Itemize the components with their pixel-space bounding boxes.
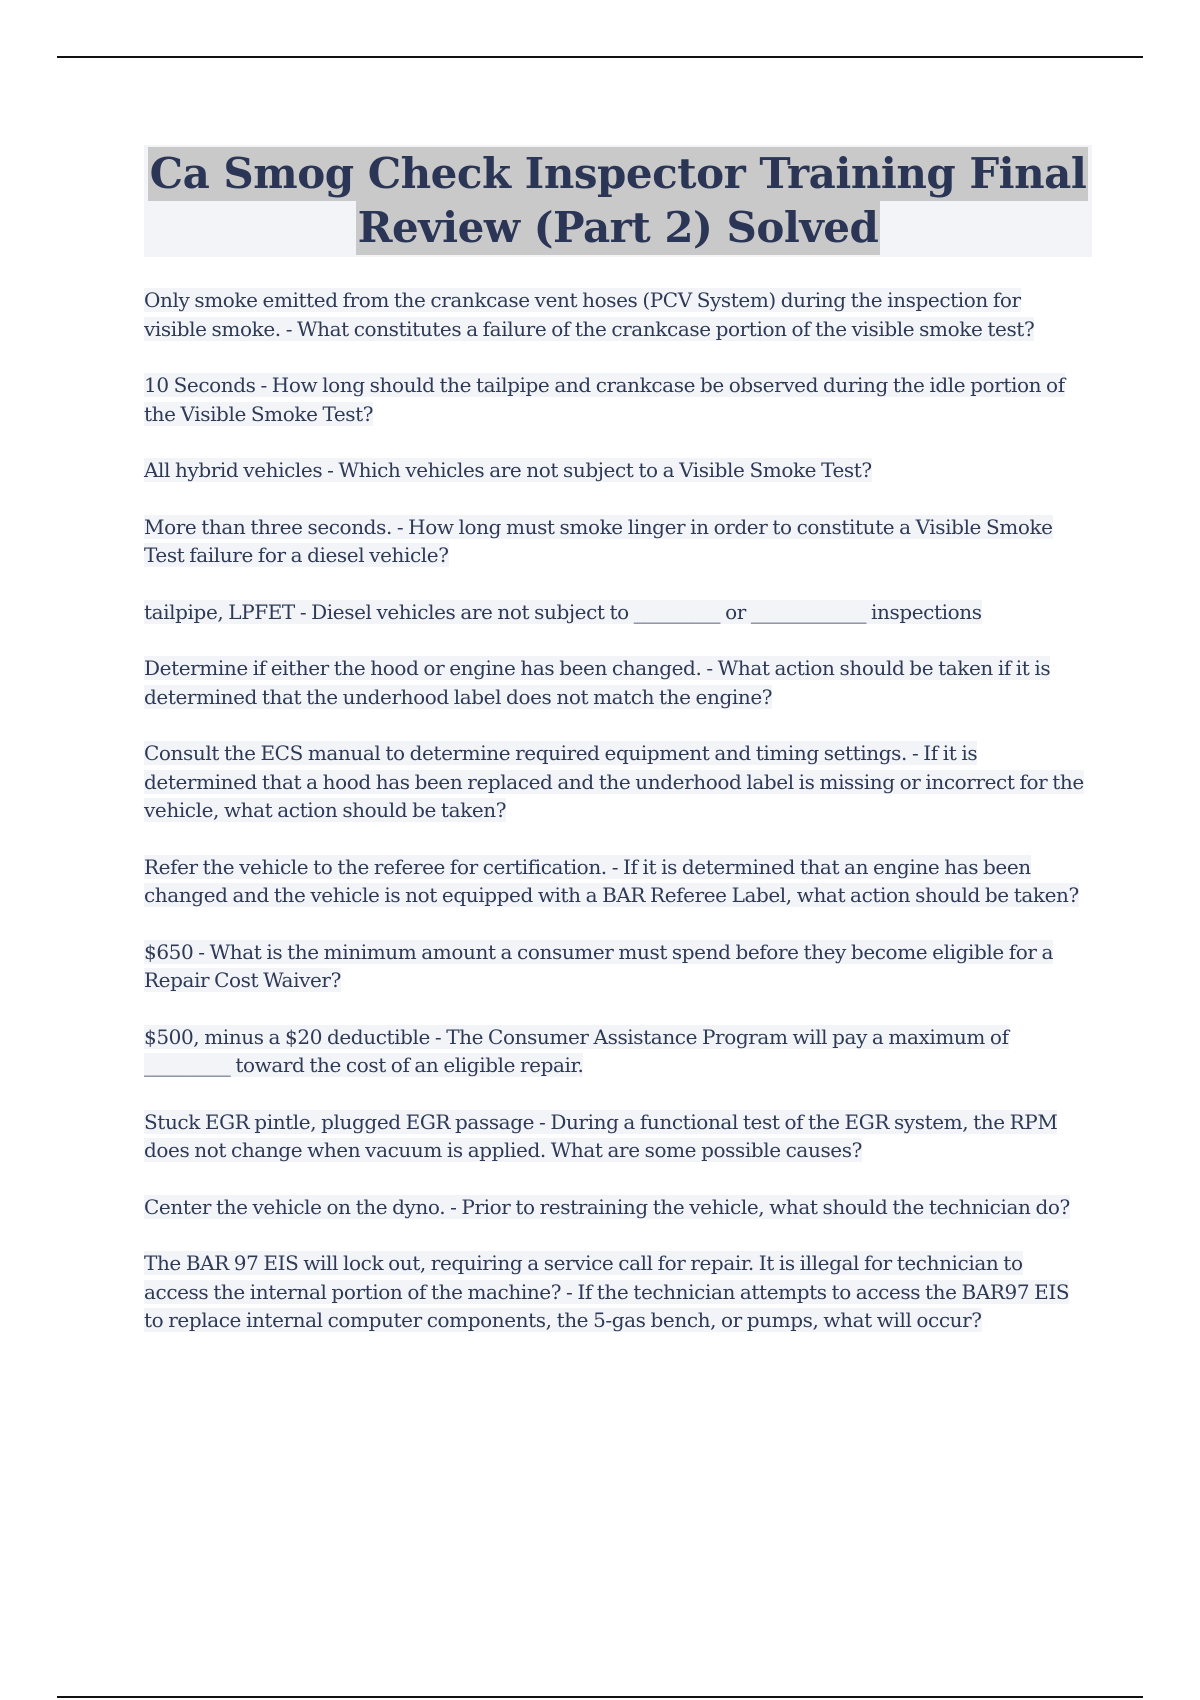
- qa-entry: [144, 1249, 1088, 1335]
- qa-entry-text: Center the vehicle on the dyno. - Prior to restraining the vehicle, what should the technician do?: [144, 1194, 1070, 1219]
- qa-entry: [144, 1023, 1088, 1080]
- page-title-line-2: Review (Part 2) Solved: [356, 201, 881, 255]
- qa-list: [144, 286, 1088, 1363]
- qa-entry-text: tailpipe, LPFET - Diesel vehicles are not subject to _________ or ____________ inspections: [144, 599, 982, 624]
- qa-entry-text: $650 - What is the minimum amount a consumer must spend before they become eligible for a Repair Cost Waiver?: [144, 939, 1054, 992]
- page-title-line-1: Ca Smog Check Inspector Training Final: [148, 147, 1089, 201]
- qa-entry: [144, 1108, 1088, 1165]
- qa-entry: [144, 739, 1088, 825]
- qa-entry-text: Only smoke emitted from the crankcase vent hoses (PCV System) during the inspection for visible smoke. - What constitutes a failure of the crankcase portion of the visible smoke test?: [144, 288, 1035, 341]
- qa-entry: [144, 654, 1088, 711]
- qa-entry: [144, 938, 1088, 995]
- qa-entry-text: Stuck EGR pintle, plugged EGR passage - During a functional test of the EGR system, the RPM does not change when vacuum is applied. What are some possible causes?: [144, 1109, 1058, 1162]
- qa-entry-text: All hybrid vehicles - Which vehicles are not subject to a Visible Smoke Test?: [144, 458, 872, 482]
- qa-entry-text: Refer the vehicle to the referee for certification. - If it is determined that an engine has been changed and the vehicle is not equipped with a BAR Referee Label, what action should be taken?: [144, 854, 1079, 907]
- qa-entry: [144, 456, 1088, 485]
- footer-rule: [57, 1696, 1143, 1698]
- qa-entry-text: Determine if either the hood or engine has been changed. - What action should be taken if it is determined that the underhood label does not match the engine?: [144, 656, 1051, 709]
- qa-entry: [144, 371, 1088, 428]
- qa-entry-text: $500, minus a $20 deductible - The Consumer Assistance Program will pay a maximum of _________ toward the cost of an eligible repair.: [144, 1024, 1009, 1077]
- header-rule: [57, 56, 1143, 58]
- qa-entry-text: More than three seconds. - How long must smoke linger in order to constitute a Visible Smoke Test failure for a diesel vehicle?: [144, 514, 1053, 567]
- qa-entry: [144, 513, 1088, 570]
- qa-entry-text: Consult the ECS manual to determine required equipment and timing settings. - If it is determined that a hood has been replaced and the underhood label is missing or incorrect for the vehicle, what action should be taken?: [144, 741, 1084, 822]
- title-block: [144, 145, 1092, 257]
- qa-entry: [144, 598, 1088, 627]
- qa-entry-text: The BAR 97 EIS will lock out, requiring a service call for repair. It is illegal for technician to access the internal portion of the machine? - If the technician attempts to access the BAR97 EIS to replace internal computer components, the 5-gas bench, or pumps, what will occur?: [144, 1251, 1070, 1332]
- qa-entry: [144, 286, 1088, 343]
- qa-entry: [144, 853, 1088, 910]
- qa-entry: [144, 1193, 1088, 1222]
- qa-entry-text: 10 Seconds - How long should the tailpipe and crankcase be observed during the idle portion of the Visible Smoke Test?: [144, 373, 1065, 426]
